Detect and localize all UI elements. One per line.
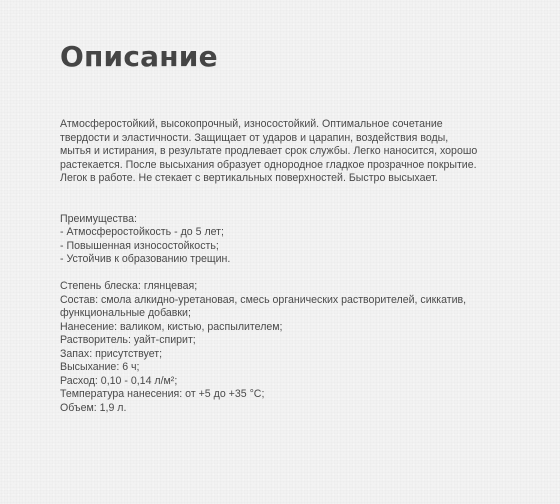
description-section (60, 40, 530, 415)
advantage-item: - Повышенная износостойкость; (60, 239, 219, 252)
description-line: мытья и истирания, в результате продлевает срок службы. Легко наносится, хорошо (60, 145, 478, 157)
advantages-block (60, 213, 530, 267)
description-line: растекается. После высыхания образует однородное гладкое прозрачное покрытие. (60, 158, 477, 171)
description-line: Легок в работе. Не стекает с вертикальных поверхностей. Быстро высыхает. (60, 172, 438, 184)
spec-line: Степень блеска: глянцевая; (60, 280, 198, 292)
spec-line: Состав: смола алкидно-уретановая, смесь органических растворителей, сиккатив, (60, 293, 467, 306)
description-line: твердости и эластичности. Защищает от ударов и царапин, воздействия воды, (60, 131, 449, 144)
advantages-heading: Преимущества: (60, 212, 137, 225)
description-paragraph (60, 118, 530, 186)
spec-line: Расход: 0,10 - 0,14 л/м²; (60, 374, 178, 387)
description-line: Атмосферостойкий, высокопрочный, износостойкий. Оптимальное сочетание (60, 118, 443, 130)
spec-line: функциональные добавки; (60, 307, 191, 319)
spec-line: Нанесение: валиком, кистью, распылителем; (60, 320, 283, 333)
spacer (60, 199, 530, 213)
advantage-item: - Атмосферостойкость - до 5 лет; (60, 226, 224, 238)
spacer (60, 186, 530, 200)
spec-line: Температура нанесения: от +5 до +35 °С; (60, 388, 265, 400)
spec-line: Высыхание: 6 ч; (60, 361, 140, 373)
spec-line: Запах: присутствует; (60, 347, 163, 360)
advantage-item: - Устойчив к образованию трещин. (60, 253, 231, 265)
specs-block (60, 280, 530, 415)
section-title: Описание (60, 40, 218, 73)
spec-line: Объем: 1,9 л. (60, 401, 127, 414)
spec-line: Растворитель: уайт-спирит; (60, 334, 196, 346)
spacer (60, 267, 530, 281)
